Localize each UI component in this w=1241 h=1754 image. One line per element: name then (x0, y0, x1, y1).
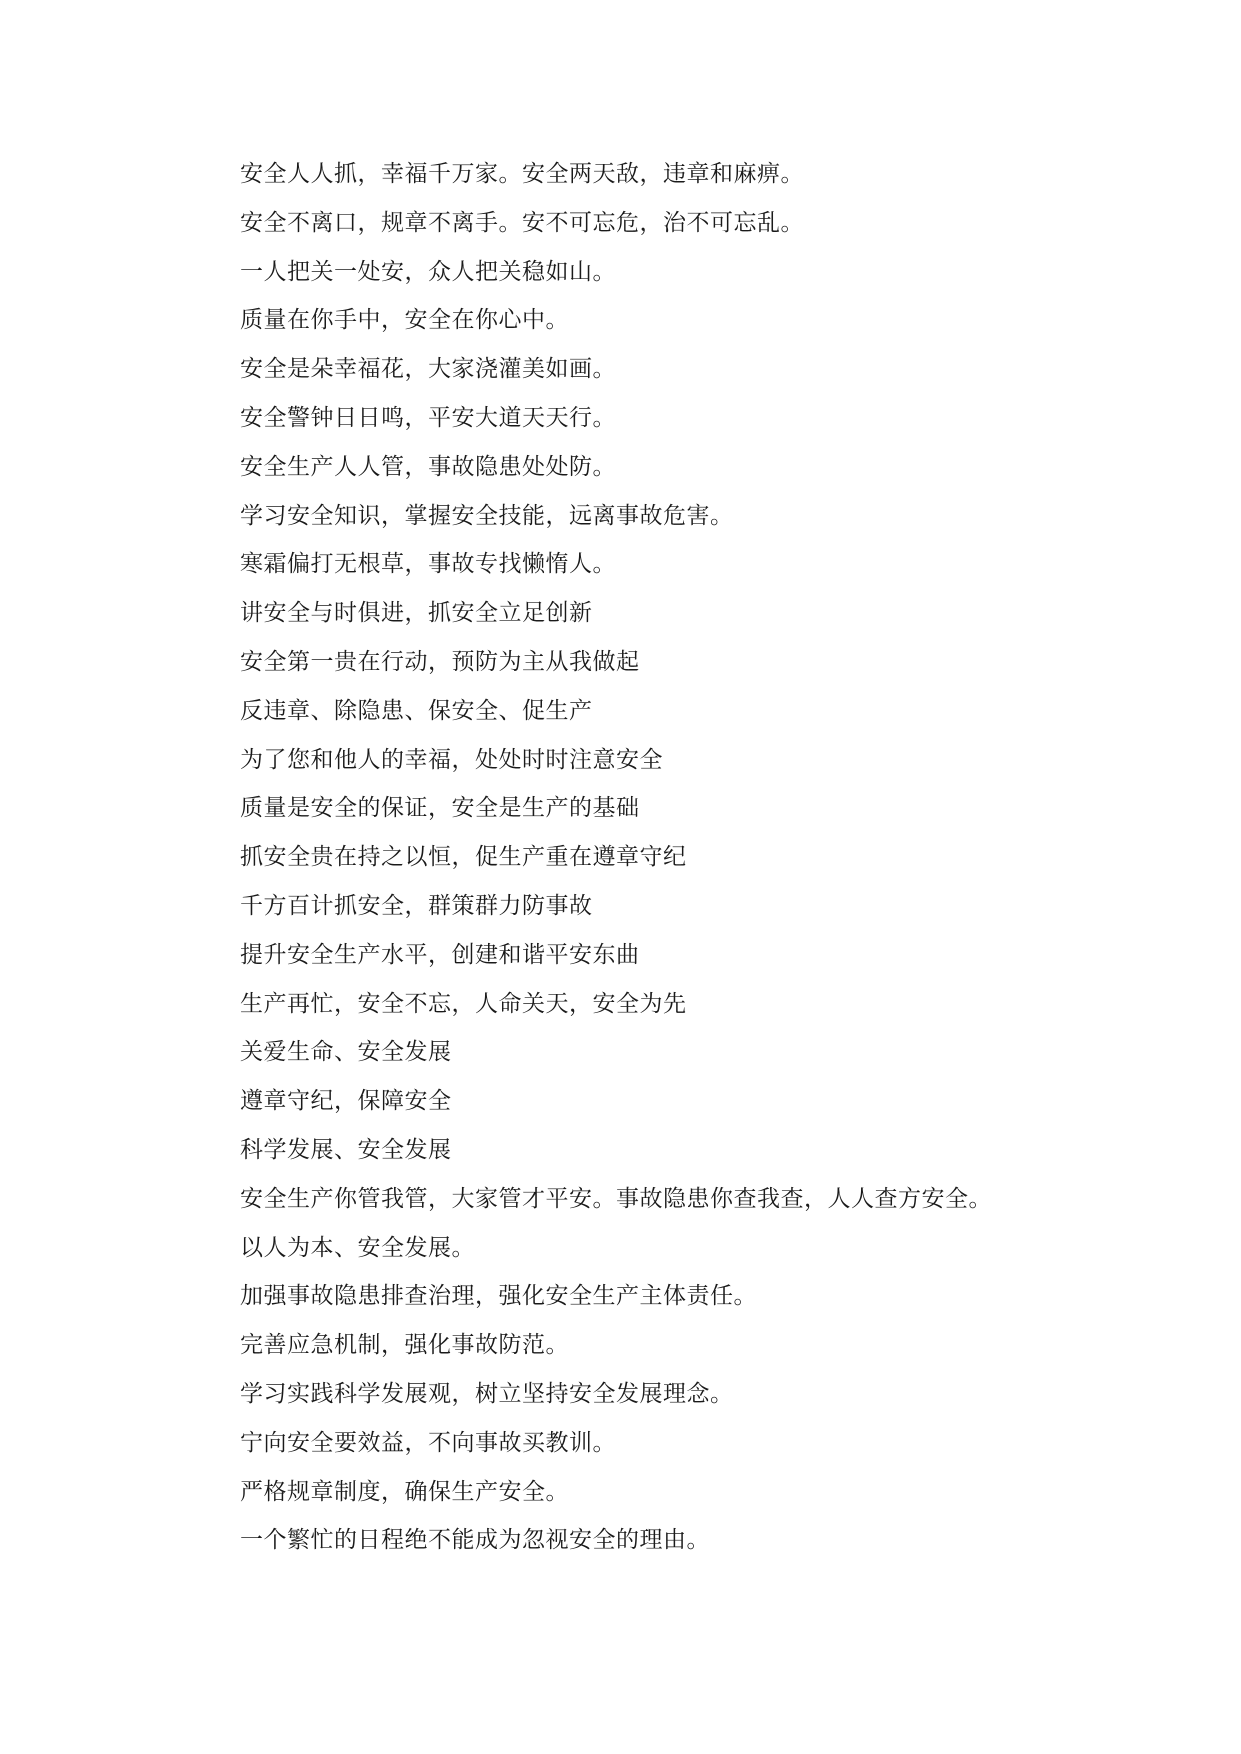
slogan-line: 严格规章制度，确保生产安全。 (240, 1478, 569, 1505)
slogan-line: 质量在你手中，安全在你心中。 (240, 307, 569, 334)
slogan-line: 安全第一贵在行动，预防为主从我做起 (240, 648, 640, 675)
slogan-line: 反违章、除隐患、保安全、促生产 (240, 697, 593, 724)
slogan-line: 寒霜偏打无根草，事故专找懒惰人。 (240, 551, 616, 578)
slogan-line: 抓安全贵在持之以恒，促生产重在遵章守纪 (240, 844, 687, 871)
slogan-line: 科学发展、安全发展 (240, 1136, 452, 1163)
slogan-line: 完善应急机制，强化事故防范。 (240, 1332, 569, 1359)
slogan-line: 以人为本、安全发展。 (240, 1234, 475, 1261)
slogan-line: 一人把关一处安，众人把关稳如山。 (240, 258, 616, 285)
slogan-line: 安全生产人人管，事故隐患处处防。 (240, 453, 616, 480)
slogan-line: 千方百计抓安全，群策群力防事故 (240, 892, 593, 919)
slogan-line: 学习安全知识，掌握安全技能，远离事故危害。 (240, 502, 734, 529)
slogan-line: 质量是安全的保证，安全是生产的基础 (240, 795, 640, 822)
slogan-line: 一个繁忙的日程绝不能成为忽视安全的理由。 (240, 1527, 710, 1554)
slogan-list (240, 157, 1180, 1572)
slogan-line: 安全不离口，规章不离手。安不可忘危，治不可忘乱。 (240, 209, 804, 236)
slogan-line: 加强事故隐患排查治理，强化安全生产主体责任。 (240, 1283, 757, 1310)
slogan-line: 生产再忙，安全不忘，人命关天，安全为先 (240, 990, 687, 1017)
slogan-line: 安全是朵幸福花，大家浇灌美如画。 (240, 356, 616, 383)
slogan-line: 关爱生命、安全发展 (240, 1039, 452, 1066)
slogan-line: 为了您和他人的幸福，处处时时注意安全 (240, 746, 663, 773)
slogan-line: 讲安全与时俱进，抓安全立足创新 (240, 600, 593, 627)
slogan-line: 宁向安全要效益，不向事故买教训。 (240, 1429, 616, 1456)
slogan-line: 遵章守纪，保障安全 (240, 1088, 452, 1115)
slogan-line: 学习实践科学发展观，树立坚持安全发展理念。 (240, 1380, 734, 1407)
slogan-line: 提升安全生产水平，创建和谐平安东曲 (240, 941, 640, 968)
slogan-line: 安全人人抓，幸福千万家。安全两天敌，违章和麻痹。 (240, 161, 804, 187)
slogan-line: 安全生产你管我管，大家管才平安。事故隐患你查我查，人人查方安全。 (240, 1185, 992, 1212)
slogan-line: 安全警钟日日鸣，平安大道天天行。 (240, 404, 616, 431)
